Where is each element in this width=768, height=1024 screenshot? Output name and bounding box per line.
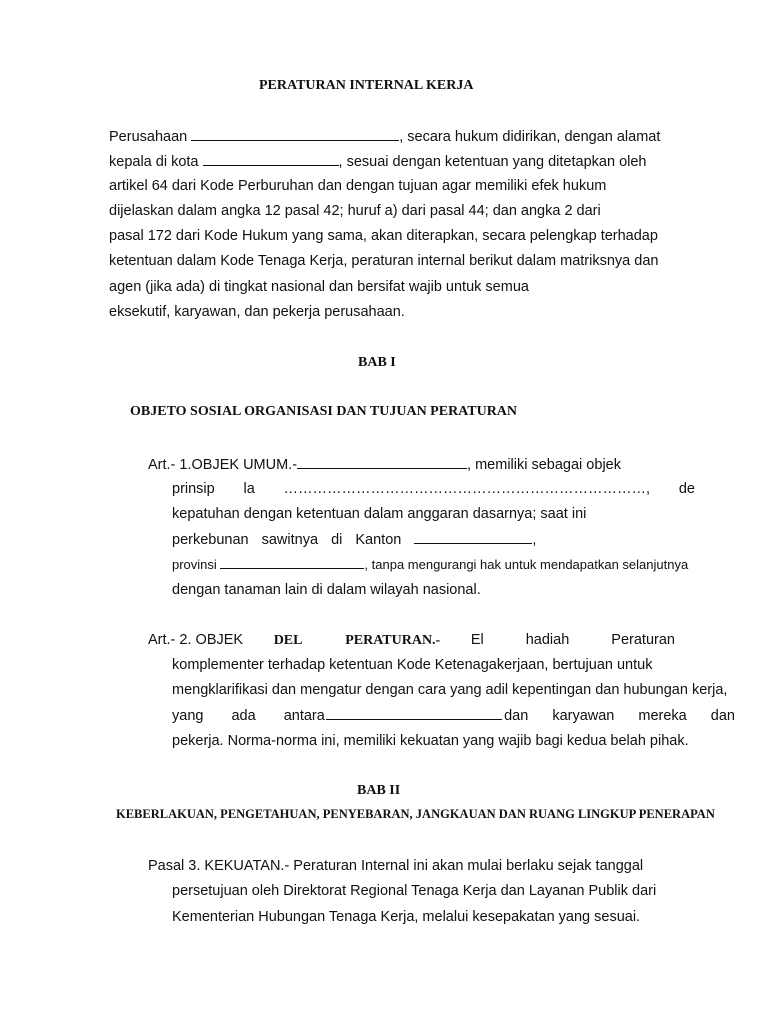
blank-province	[220, 556, 364, 569]
intro-line-6: ketentuan dalam Kode Tenaga Kerja, peraturan internal berikut dalam matriksnya dan	[109, 253, 659, 269]
article-text: provinsi	[172, 557, 217, 572]
art1-line-2: prinsip la …………………………………………………………………, de	[172, 481, 695, 497]
article-text: perkebunan sawitnya di Kanton	[172, 532, 402, 548]
blank-employer	[326, 707, 502, 720]
chapter-2-heading: KEBERLAKUAN, PENGETAHUAN, PENYEBARAN, JANGKAUAN DAN RUANG LINGKUP PENERAPAN	[116, 807, 715, 821]
art1-line-4	[172, 531, 536, 548]
intro-line-1	[109, 128, 660, 145]
intro-text: kepala di kota	[109, 154, 199, 170]
document-title: PERATURAN INTERNAL KERJA	[259, 78, 474, 93]
intro-text: Perusahaan	[109, 129, 188, 145]
blank-object	[297, 456, 467, 469]
intro-line-2	[109, 153, 646, 170]
blank-city	[203, 153, 339, 166]
blank-canton	[414, 531, 532, 544]
intro-line-5: pasal 172 dari Kode Hukum yang sama, akan diterapkan, secara pelengkap terhadap	[109, 228, 658, 244]
intro-line-3: artikel 64 dari Kode Perburuhan dan dengan tujuan agar memiliki efek hukum	[109, 178, 607, 194]
art2-line-5: pekerja. Norma-norma ini, memiliki kekuatan yang wajib bagi kedua belah pihak.	[172, 733, 689, 749]
art1-line-3: kepatuhan dengan ketentuan dalam anggaran dasarnya; saat ini	[172, 506, 587, 522]
chapter-1-heading: OBJETO SOSIAL ORGANISASI DAN TUJUAN PERATURAN	[130, 404, 518, 419]
art2-line-3: mengklarifikasi dan mengatur dengan cara yang adil kepentingan dan hubungan kerja,	[172, 682, 728, 698]
article-text: El hadiah Peraturan	[470, 632, 675, 648]
intro-line-8: eksekutif, karyawan, dan pekerja perusahaan.	[109, 304, 405, 320]
intro-text: , sesuai dengan ketentuan yang ditetapkan oleh	[338, 154, 647, 170]
pasal3-line-1: Pasal 3. KEKUATAN.- Peraturan Internal ini akan mulai berlaku sejak tanggal	[148, 858, 644, 874]
article-title-bold: DEL PERATURAN.-	[273, 633, 441, 648]
article-text: yang ada antara	[172, 708, 325, 724]
intro-line-4: dijelaskan dalam angka 12 pasal 42; huruf a) dari pasal 44; dan angka 2 dari	[109, 203, 601, 219]
intro-text: , secara hukum didirikan, dengan alamat	[399, 129, 661, 145]
article-text: dan karyawan mereka dan	[504, 708, 735, 724]
intro-line-7: agen (jika ada) di tingkat nasional dan bersifat wajib untuk semua	[109, 279, 529, 295]
art1-line-5	[172, 556, 688, 572]
blank-company-name	[191, 128, 399, 141]
art2-line-4	[172, 707, 735, 724]
chapter-1-label: BAB I	[358, 355, 396, 370]
pasal3-line-3: Kementerian Hubungan Tenaga Kerja, melalui kesepakatan yang sesuai.	[172, 909, 641, 925]
art2-line-2: komplementer terhadap ketentuan Kode Ketenagakerjaan, bertujuan untuk	[172, 657, 653, 673]
pasal3-line-2: persetujuan oleh Direktorat Regional Tenaga Kerja dan Layanan Publik dari	[172, 883, 657, 899]
chapter-2-label: BAB II	[357, 783, 401, 798]
art2-line-1	[148, 632, 675, 649]
article-text: ,	[532, 532, 537, 548]
art1-line-6: dengan tanaman lain di dalam wilayah nasional.	[172, 582, 481, 598]
article-text: , memiliki sebagai objek	[467, 457, 621, 473]
art1-line-1	[148, 456, 621, 473]
article-text: , tanpa mengurangi hak untuk mendapatkan selanjutnya	[364, 557, 689, 572]
article-text: Art.- 1.OBJEK UMUM.-	[148, 457, 298, 473]
article-text: Art.- 2. OBJEK	[148, 632, 244, 648]
